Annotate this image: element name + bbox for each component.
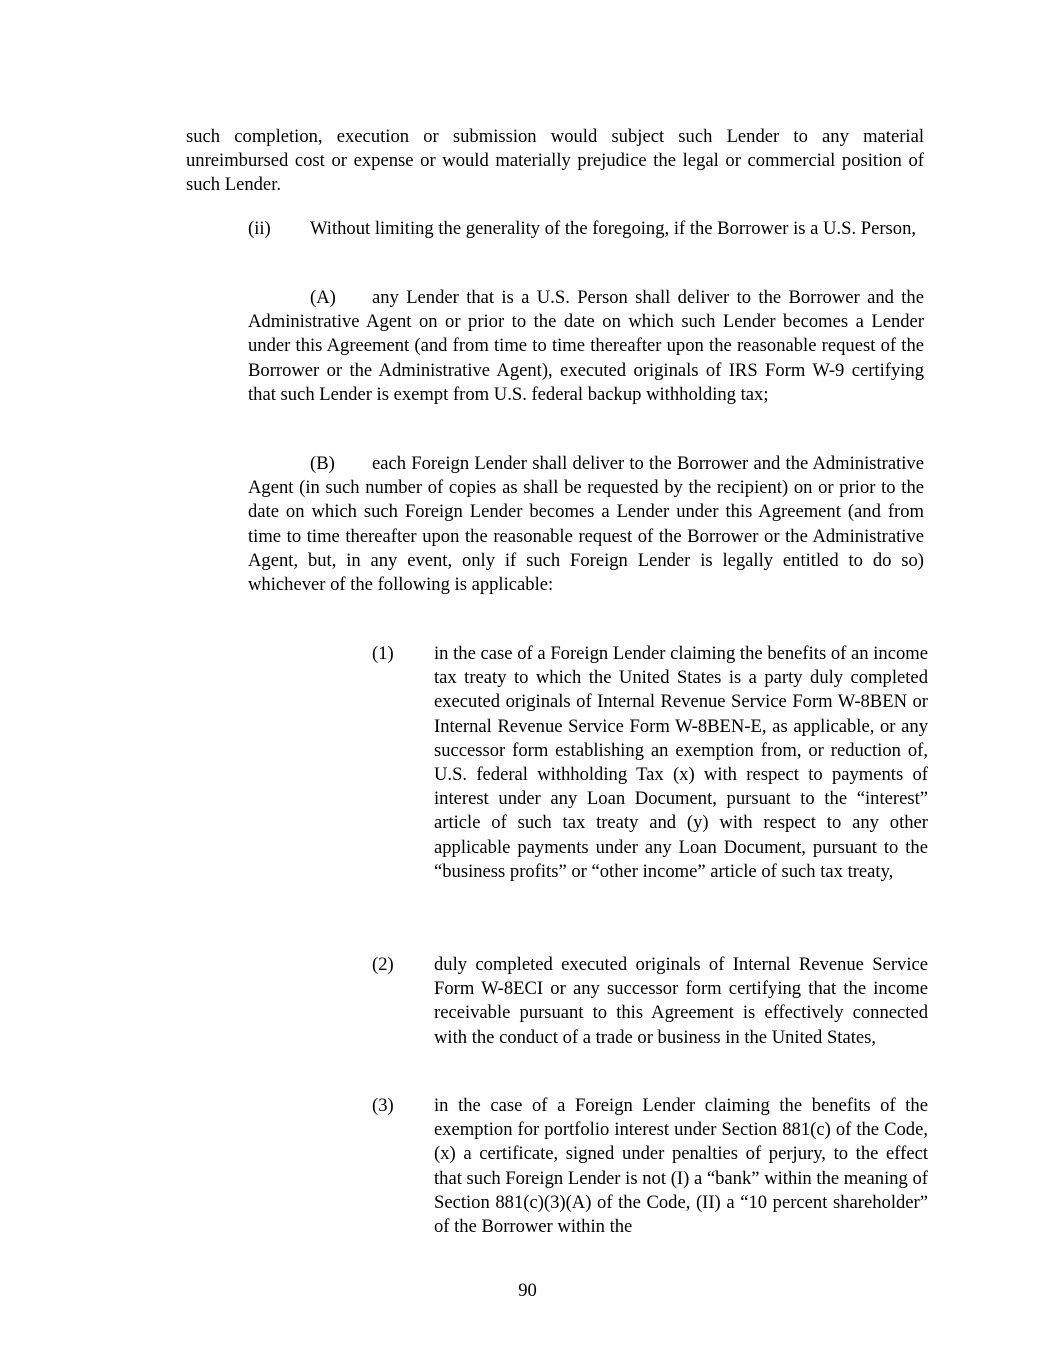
clause-b-text: each Foreign Lender shall deliver to the Borrower and the Administrative Agent (in such number of copies as shall be requested by the recipient) on or prior to the date on which such Foreign Lender becomes a Lender under this Agreement (and from time to time thereafter upon the reasonable request of the Borrower or the Administrative Agent, but, in any event, only if such Foreign Lender is legally entitled to do so) whichever of the following is applicable: [248, 453, 924, 596]
clause-ii-marker: (ii) [248, 218, 271, 239]
list-item-2 [372, 953, 928, 1050]
list-item-3-marker: (3) [372, 1095, 394, 1116]
page-number: 90 [518, 1280, 537, 1301]
list-item-2-text: duly completed executed originals of Internal Revenue Service Form W-8ECI or any successor form certifying that the income receivable pursuant to this Agreement is effectively connected with the conduct of a trade or business in the United States, [434, 954, 928, 1048]
clause-ii [186, 217, 924, 241]
list-item-1-marker: (1) [372, 643, 394, 664]
clause-ii-text: Without limiting the generality of the foregoing, if the Borrower is a U.S. Person, [310, 218, 917, 239]
clause-a [248, 286, 924, 407]
list-item-2-marker: (2) [372, 954, 394, 975]
clause-a-text: any Lender that is a U.S. Person shall deliver to the Borrower and the Administrative Agent on or prior to the date on which such Lender becomes a Lender under this Agreement (and from time to time thereafter upon the reasonable request of the Borrower or the Administrative Agent), executed originals of IRS Form W-9 certifying that such Lender is exempt from U.S. federal backup withholding tax; [248, 287, 924, 405]
list-item-3-text: in the case of a Foreign Lender claiming the benefits of the exemption for portfolio interest under Section 881(c) of the Code, (x) a certificate, signed under penalties of perjury, to the effect that such Foreign Lender is not (I) a “bank” within the meaning of Section 881(c)(3)(A) of the Code, (II) a “10 percent shareholder” of the Borrower within the [434, 1095, 928, 1238]
list-item-1-text: in the case of a Foreign Lender claiming the benefits of an income tax treaty to which the United States is a party duly completed executed originals of Internal Revenue Service Form W-8BEN or Internal Revenue Service Form W-8BEN-E, as applicable, or any successor form establishing an exemption from, or reduction of, U.S. federal withholding Tax (x) with respect to payments of interest under any Loan Document, pursuant to the “interest” article of such tax treaty and (y) with respect to any other applicable payments under any Loan Document, pursuant to the “business profits” or “other income” article of such tax treaty, [434, 643, 928, 882]
list-item-3 [372, 1094, 928, 1239]
clause-a-marker: (A) [310, 287, 336, 308]
list-item-1 [372, 642, 928, 884]
clause-b [248, 452, 924, 597]
clause-b-marker: (B) [310, 453, 335, 474]
continuation-paragraph: such completion, execution or submission would subject such Lender to any material unreimbursed cost or expense or would materially prejudice the legal or commercial position of such Lender. [186, 126, 924, 196]
